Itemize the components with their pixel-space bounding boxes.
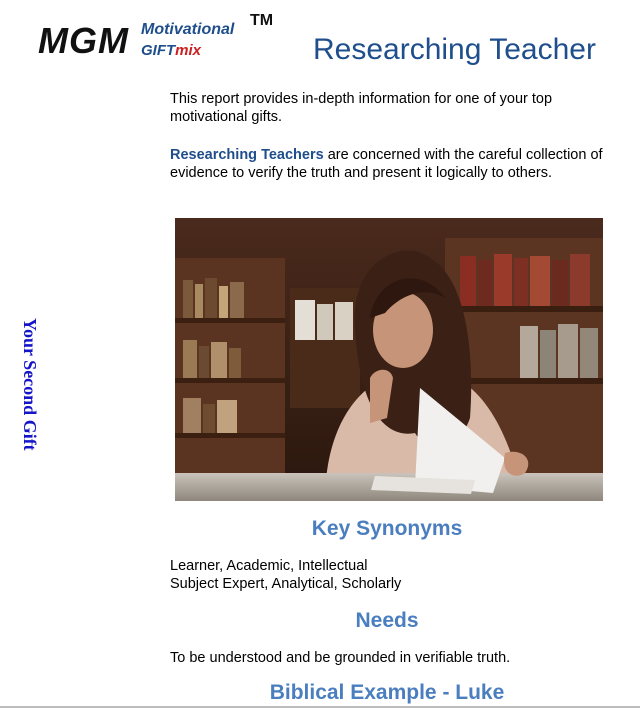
biblical-example-heading: Biblical Example - Luke xyxy=(269,681,505,704)
right-shelf-board-1 xyxy=(445,306,603,312)
side-label xyxy=(16,318,40,486)
left-shelf-board-1 xyxy=(175,318,285,323)
synonyms-line-1: Learner, Academic, Intellectual xyxy=(170,558,368,574)
synonyms-line-2: Subject Expert, Analytical, Scholarly xyxy=(170,576,402,592)
logo-trademark: TM xyxy=(250,12,274,29)
left-books xyxy=(183,278,244,433)
logo-gift-text: GIFT xyxy=(141,42,176,59)
synonyms-heading: Key Synonyms xyxy=(311,517,463,540)
description-text: are concerned with the careful collection of evidence to verify the truth and present it logically to others. xyxy=(170,147,603,181)
logo-giftmix xyxy=(141,42,201,59)
left-shelf-board-3 xyxy=(175,433,285,438)
logo-mix-text: mix xyxy=(175,42,202,59)
intro-paragraph: This report provides in-depth information for one of your top motivational gifts. xyxy=(170,91,553,125)
needs-heading: Needs xyxy=(355,609,419,632)
middle-books xyxy=(295,300,353,340)
logo-motivational: Motivational xyxy=(141,21,235,38)
needs-text: To be understood and be grounded in verifiable truth. xyxy=(170,650,511,666)
description-paragraph xyxy=(170,146,610,182)
logo-mgm: MGM xyxy=(38,20,129,61)
page-title: Researching Teacher xyxy=(313,33,596,66)
description-term: Researching Teachers xyxy=(170,147,324,163)
left-shelf-board-2 xyxy=(175,378,285,383)
library-student-photo xyxy=(175,218,603,501)
side-label-text: Your Second Gift xyxy=(20,318,40,451)
